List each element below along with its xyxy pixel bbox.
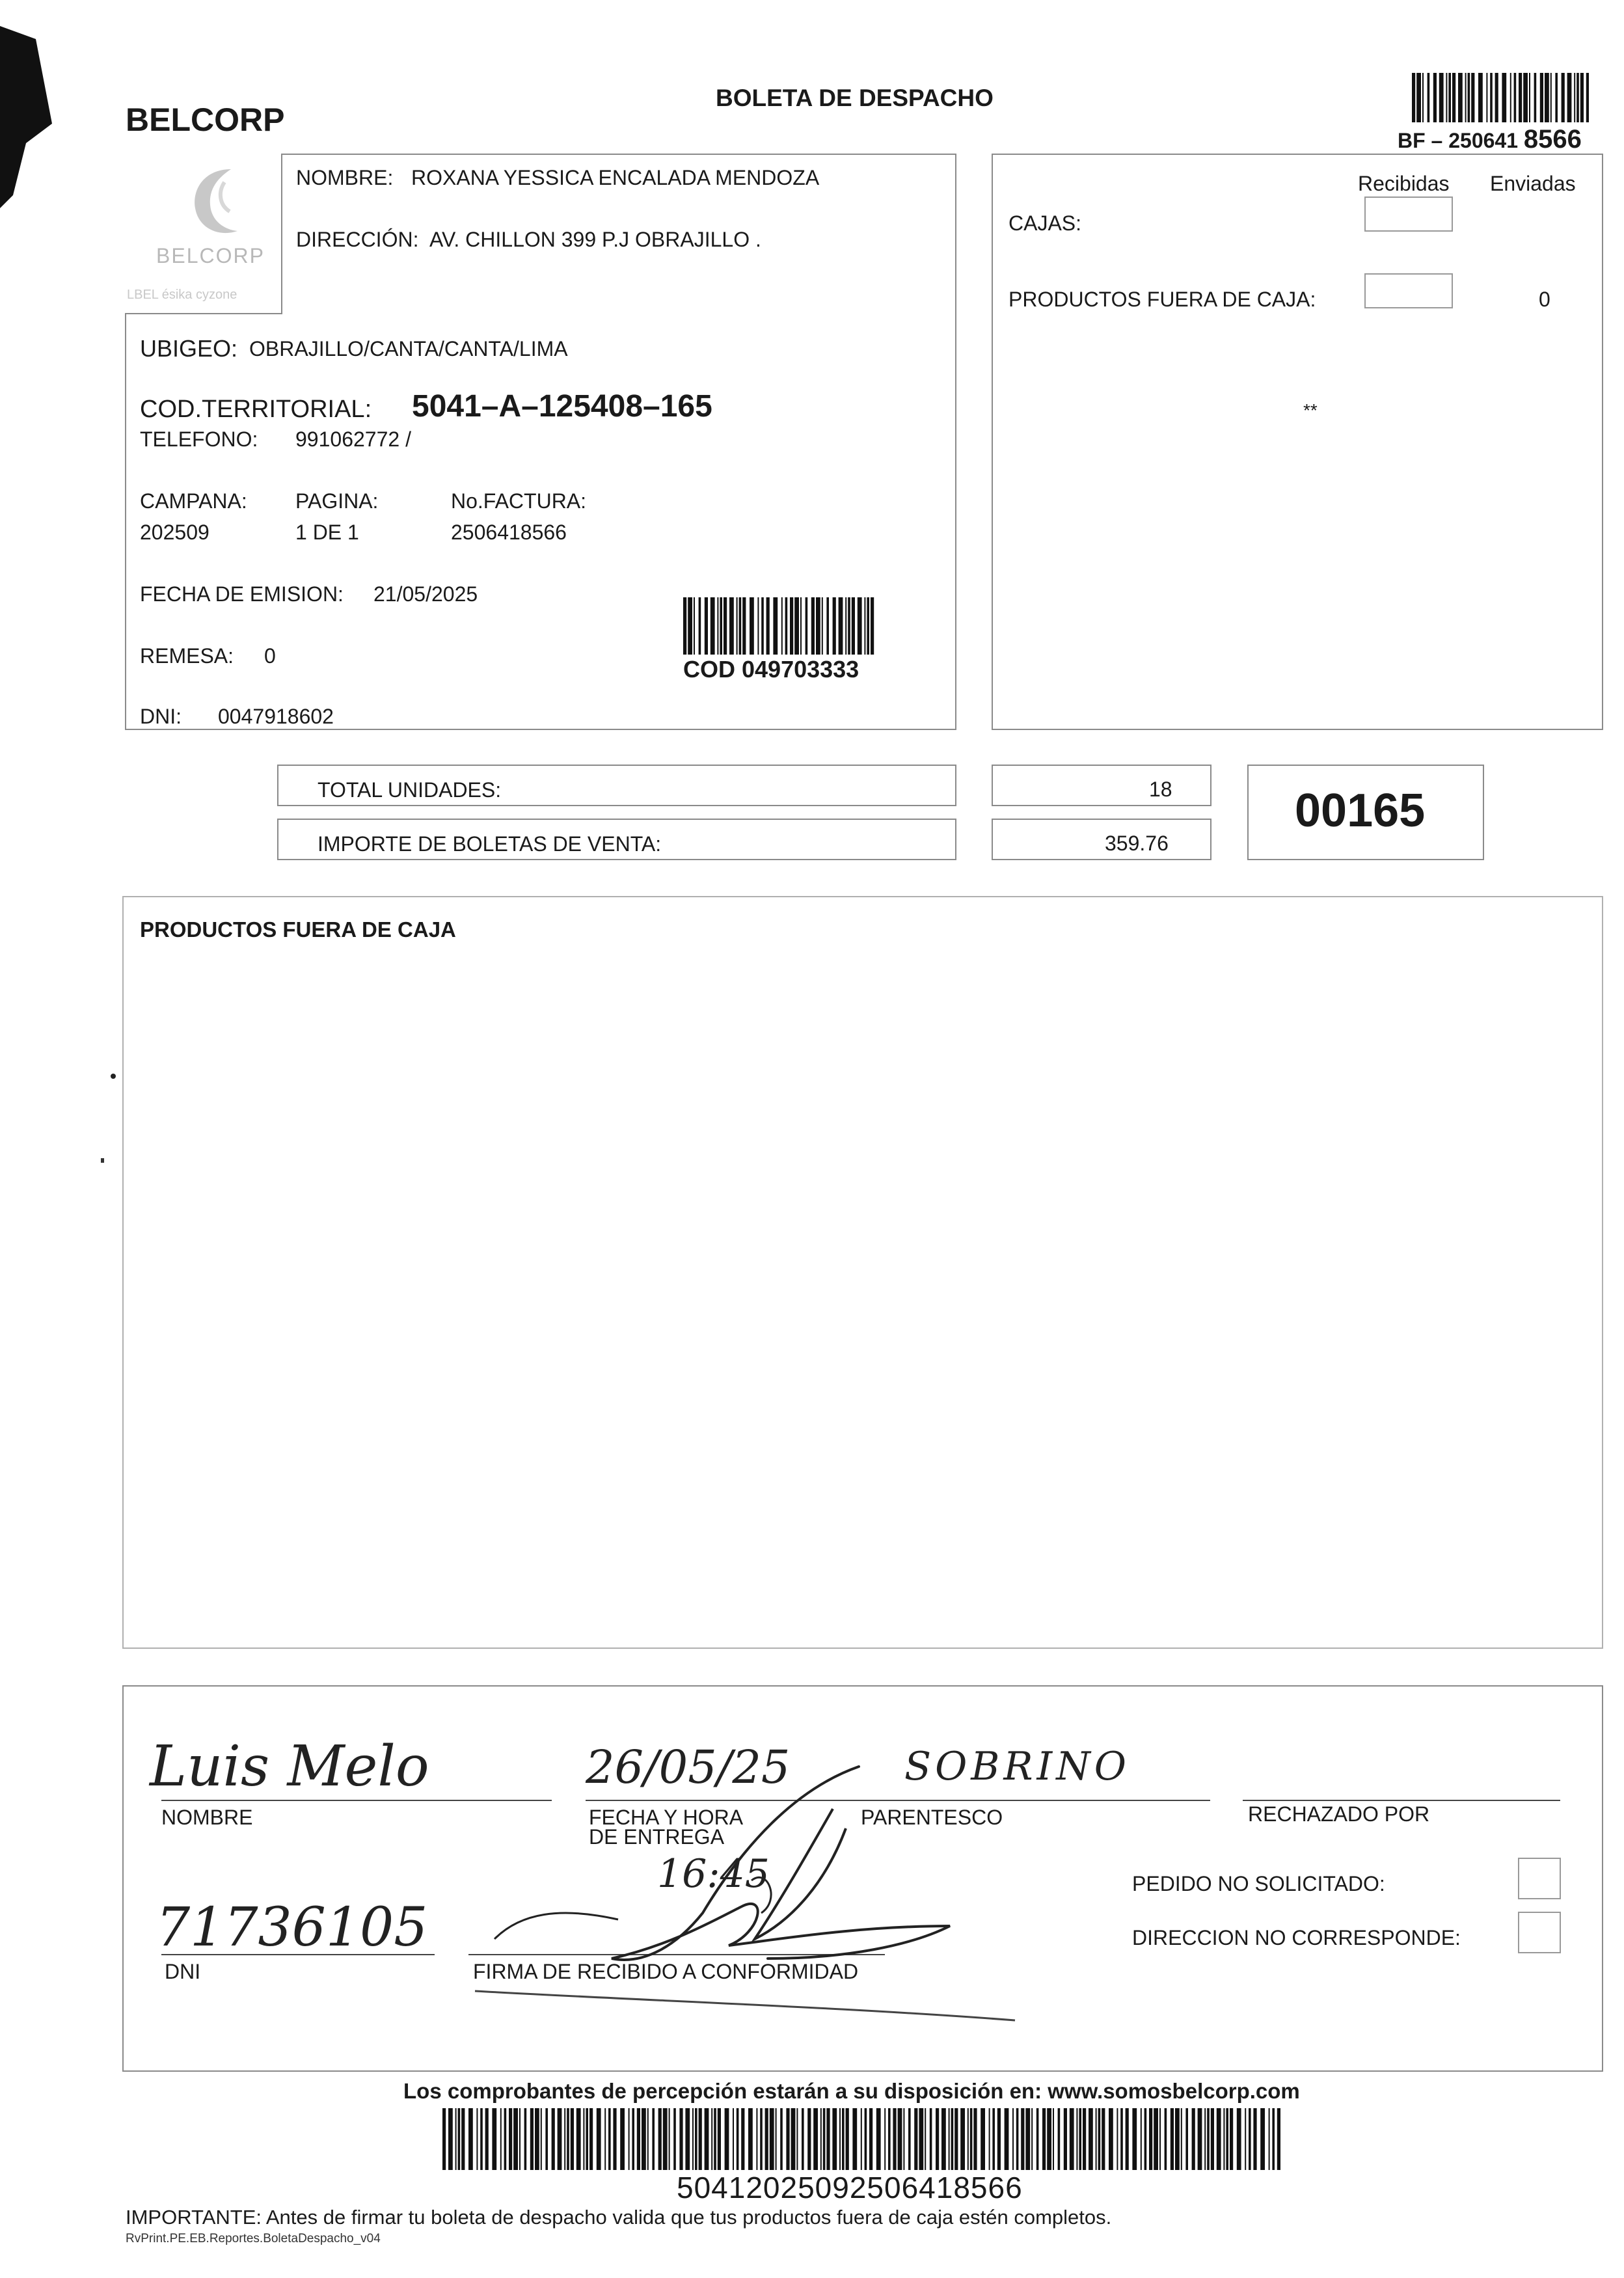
direccion-no-corresponde-checkbox[interactable] [1518, 1912, 1561, 1953]
pedido-no-solicitado-label: PEDIDO NO SOLICITADO: [1132, 1872, 1385, 1895]
dni-label: DNI: [140, 705, 182, 728]
report-reference: RvPrint.PE.EB.Reportes.BoletaDespacho_v04 [126, 2232, 381, 2245]
campana-label: CAMPANA: [140, 489, 247, 513]
telefono-value: 991062772 / [295, 427, 411, 451]
unidades-value: 18 [1149, 778, 1172, 801]
footer-barcode-number: 50412025092506418566 [677, 2171, 1023, 2204]
fecha-label-1: FECHA Y HORA [589, 1806, 744, 1829]
logo-brands: LBEL ésika cyzone [127, 288, 237, 302]
dispatch-number: 00165 [1295, 785, 1426, 837]
importante-note: IMPORTANTE: Antes de firmar tu boleta de despacho valida que tus productos fuera de caja estén completos. [126, 2206, 1112, 2229]
nombre-label: NOMBRE: [296, 166, 394, 189]
direccion-value: AV. CHILLON 399 P.J OBRAJILLO . [429, 228, 761, 251]
handwritten-fecha: 26/05/25 [586, 1741, 791, 1794]
importe-value-box [992, 819, 1211, 860]
dni-value: 0047918602 [218, 705, 334, 728]
rechazado-line [1243, 1800, 1560, 1801]
web-note: Los comprobantes de percepción estarán a su disposición en: www.somosbelcorp.com [403, 2079, 1300, 2103]
importe-label: IMPORTE DE BOLETAS DE VENTA: [318, 832, 662, 856]
fuera-caja-title: PRODUCTOS FUERA DE CAJA [140, 917, 456, 942]
fuera-caja-label: PRODUCTOS FUERA DE CAJA: [1008, 288, 1316, 311]
recibidas-label: Recibidas [1358, 172, 1450, 195]
fuera-enviadas-value: 0 [1539, 288, 1550, 311]
scan-mark [0, 26, 59, 208]
remesa-label: REMESA: [140, 644, 234, 668]
unidades-value-box [992, 765, 1211, 806]
signature [455, 1750, 1041, 2043]
remesa-value: 0 [264, 644, 276, 668]
document-title: BOLETA DE DESPACHO [716, 85, 994, 111]
ubigeo-value: OBRAJILLO/CANTA/CANTA/LIMA [249, 337, 568, 360]
pedido-no-solicitado-checkbox[interactable] [1518, 1858, 1561, 1899]
logo-text: BELCORP [156, 244, 265, 267]
firma-label: FIRMA DE RECIBIDO A CONFORMIDAD [473, 1960, 859, 1983]
pagina-label: PAGINA: [295, 489, 379, 513]
cod-territorial-label: COD.TERRITORIAL: [140, 396, 372, 423]
fuera-caja-section [122, 896, 1603, 1649]
nombre-value: ROXANA YESSICA ENCALADA MENDOZA [411, 166, 820, 189]
cod-barcode-text: COD 049703333 [683, 656, 859, 683]
bf-barcode [1412, 73, 1589, 122]
footer-barcode [442, 2108, 1282, 2170]
parentesco-label: PARENTESCO [861, 1806, 1003, 1829]
direccion-no-corresponde-label: DIRECCION NO CORRESPONDE: [1132, 1926, 1461, 1949]
importe-value: 359.76 [1105, 832, 1169, 855]
dni-label: DNI [165, 1960, 201, 1983]
scan-dot [111, 1074, 116, 1079]
rechazado-label: RECHAZADO POR [1248, 1802, 1430, 1826]
brand-name: BELCORP [126, 102, 285, 138]
cajas-recibidas-field[interactable] [1364, 197, 1453, 232]
unidades-label: TOTAL UNIDADES: [318, 778, 502, 802]
cod-barcode [683, 597, 880, 655]
enviadas-label: Enviadas [1490, 172, 1576, 195]
cajas-box [992, 154, 1603, 730]
cod-territorial-value: 5041–A–125408–165 [412, 389, 712, 424]
handwritten-hora: 16:45 [657, 1851, 770, 1897]
bf-prefix: BF – 250641 [1398, 129, 1519, 152]
handwritten-dni: 71736105 [156, 1897, 428, 1959]
handwritten-parentesco: SOBRINO [904, 1744, 1130, 1789]
factura-label: No.FACTURA: [451, 489, 587, 513]
bf-number [1398, 125, 1582, 154]
fecha-label-2: DE ENTREGA [589, 1825, 725, 1849]
handwritten-nombre: Luis Melo [150, 1734, 429, 1799]
fecha-emision-label: FECHA DE EMISION: [140, 582, 344, 606]
cajas-label: CAJAS: [1008, 211, 1082, 235]
fecha-emision-value: 21/05/2025 [373, 582, 478, 606]
bf-suffix: 8566 [1523, 125, 1582, 154]
scan-dot [101, 1158, 104, 1163]
telefono-label: TELEFONO: [140, 427, 258, 451]
campana-value: 202509 [140, 521, 210, 544]
direccion-label: DIRECCIÓN: [296, 228, 419, 251]
pagina-value: 1 DE 1 [295, 521, 359, 544]
factura-value: 2506418566 [451, 521, 567, 544]
nombre-label: NOMBRE [161, 1806, 253, 1829]
ubigeo-label: UBIGEO: [140, 335, 238, 362]
cajas-note: ** [1303, 400, 1318, 420]
fuera-recibidas-field[interactable] [1364, 273, 1453, 308]
